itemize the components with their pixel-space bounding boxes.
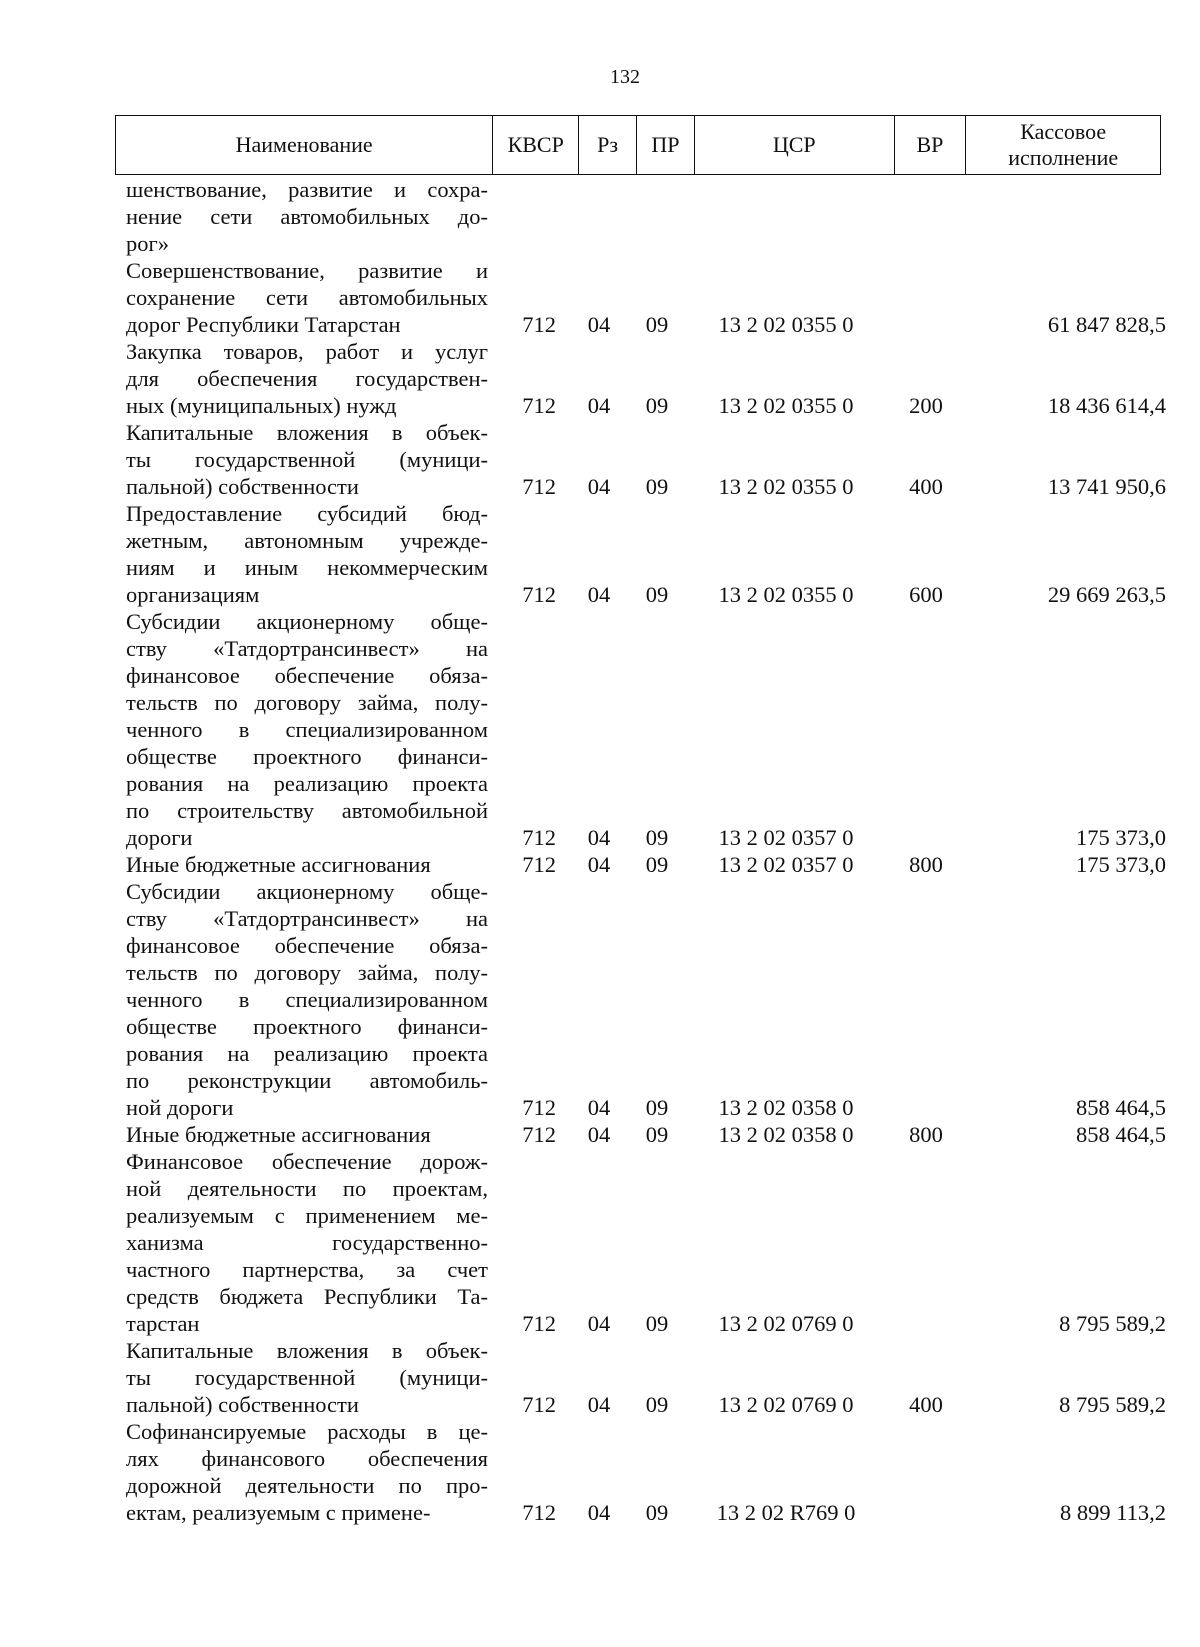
header-csr: ЦСР	[695, 116, 895, 174]
header-pr: ПР	[637, 116, 695, 174]
row-name-line: лях финансового обеспечения	[126, 1446, 488, 1471]
row-name-line: жетным, автономным учрежде-	[126, 528, 488, 553]
row-name-line: дорожной деятельности по про-	[126, 1473, 488, 1498]
row-rz: 04	[587, 1095, 611, 1120]
row-name-line: рог»	[126, 231, 169, 256]
row-name-line: тарстан	[126, 1311, 200, 1336]
row-name-line: рования на реализацию проекта	[126, 771, 488, 796]
row-name-line: ты государственной (муници-	[126, 1365, 488, 1390]
row-name-line: организациям	[126, 582, 260, 607]
row-vr: 200	[909, 393, 943, 418]
header-cash-execution	[966, 116, 1160, 174]
row-vr: 800	[909, 1122, 943, 1147]
row-name	[126, 500, 488, 608]
header-sum-line2: исполнение	[1008, 145, 1119, 170]
row-name-line: Совершенствование, развитие и	[126, 258, 488, 283]
row-kvsr: 712	[522, 1122, 556, 1147]
row-name-line: ченного в специализированном	[126, 717, 488, 742]
row-name	[126, 176, 488, 257]
row-cash-execution: 8 899 113,2	[1059, 1500, 1166, 1525]
row-name-line: пальной) собственности	[126, 1392, 359, 1417]
row-name-line: нение сети автомобильных до-	[126, 204, 488, 229]
row-kvsr: 712	[522, 1392, 556, 1417]
row-cash-execution: 858 464,5	[1076, 1122, 1166, 1147]
table-row	[126, 419, 1166, 500]
table-row	[126, 338, 1166, 419]
row-cash-execution: 13 741 950,6	[1047, 474, 1166, 499]
row-kvsr: 712	[522, 1095, 556, 1120]
row-rz: 04	[587, 1311, 611, 1336]
row-name-line: ных (муниципальных) нужд	[126, 393, 397, 418]
header-kvsr: КВСР	[493, 116, 579, 174]
row-name-line: ты государственной (муници-	[126, 447, 488, 472]
row-cash-execution: 29 669 263,5	[1047, 582, 1166, 607]
row-kvsr: 712	[522, 393, 556, 418]
row-rz: 04	[587, 393, 611, 418]
row-pr: 09	[645, 1500, 669, 1525]
row-name-line: для обеспечения государствен-	[126, 366, 488, 391]
row-cash-execution: 8 795 589,2	[1059, 1392, 1166, 1417]
row-name-line: ченного в специализированном	[126, 987, 488, 1012]
row-kvsr: 712	[522, 474, 556, 499]
row-csr: 13 2 02 0769 0	[718, 1311, 854, 1336]
row-rz: 04	[587, 582, 611, 607]
row-csr: 13 2 02 0355 0	[718, 474, 854, 499]
row-pr: 09	[645, 393, 669, 418]
row-name-line: ству «Татдортрансинвест» на	[126, 636, 488, 661]
row-vr: 800	[909, 852, 943, 877]
row-name-line: пальной) собственности	[126, 474, 359, 499]
row-name-line: Иные бюджетные ассигнования	[126, 1122, 431, 1147]
row-pr: 09	[645, 474, 669, 499]
row-name-line: тельств по договору займа, полу-	[126, 960, 488, 985]
row-name-line: Финансовое обеспечение дорож-	[126, 1149, 488, 1174]
row-pr: 09	[645, 1122, 669, 1147]
row-kvsr: 712	[522, 852, 556, 877]
header-name: Наименование	[116, 116, 493, 174]
header-vr: ВР	[895, 116, 967, 174]
row-rz: 04	[587, 825, 611, 850]
row-csr: 13 2 02 R769 0	[716, 1500, 856, 1525]
row-kvsr: 712	[522, 825, 556, 850]
row-csr: 13 2 02 0357 0	[718, 825, 854, 850]
row-name	[126, 1337, 488, 1418]
row-cash-execution: 175 373,0	[1076, 852, 1166, 877]
row-name-line: средств бюджета Республики Та-	[126, 1284, 488, 1309]
row-name-line: финансовое обеспечение обяза-	[126, 933, 488, 958]
table-row	[126, 1148, 1166, 1337]
row-cash-execution: 175 373,0	[1076, 825, 1166, 850]
row-rz: 04	[587, 1500, 611, 1525]
row-pr: 09	[645, 1392, 669, 1417]
row-name-line: по реконструкции автомобиль-	[126, 1068, 488, 1093]
row-rz: 04	[587, 1122, 611, 1147]
row-rz: 04	[587, 474, 611, 499]
row-name	[126, 851, 488, 878]
row-cash-execution: 858 464,5	[1076, 1095, 1166, 1120]
row-pr: 09	[645, 1311, 669, 1336]
table-row	[126, 878, 1166, 1121]
table-row	[126, 1337, 1166, 1418]
row-csr: 13 2 02 0769 0	[718, 1392, 854, 1417]
row-csr: 13 2 02 0358 0	[718, 1095, 854, 1120]
row-name-line: рования на реализацию проекта	[126, 1041, 488, 1066]
row-name-line: по строительству автомобильной	[126, 798, 488, 823]
row-name-line: ной дороги	[126, 1095, 234, 1120]
row-cash-execution: 8 795 589,2	[1059, 1311, 1166, 1336]
row-kvsr: 712	[522, 1500, 556, 1525]
row-name	[126, 419, 488, 500]
row-name-line: Иные бюджетные ассигнования	[126, 852, 431, 877]
row-name-line: ству «Татдортрансинвест» на	[126, 906, 488, 931]
row-vr: 600	[909, 582, 943, 607]
row-name-line: Субсидии акционерному обще-	[126, 879, 488, 904]
row-kvsr: 712	[522, 1311, 556, 1336]
row-name-line: Закупка товаров, работ и услуг	[126, 339, 488, 364]
row-name-line: сохранение сети автомобильных	[126, 285, 488, 310]
row-name	[126, 257, 488, 338]
row-kvsr: 712	[522, 312, 556, 337]
row-name	[126, 608, 488, 851]
row-name-line: финансовое обеспечение обяза-	[126, 663, 488, 688]
row-kvsr: 712	[522, 582, 556, 607]
row-name-line: Софинансируемые расходы в це-	[126, 1419, 488, 1444]
row-csr: 13 2 02 0357 0	[718, 852, 854, 877]
row-csr: 13 2 02 0355 0	[718, 393, 854, 418]
row-pr: 09	[645, 852, 669, 877]
row-rz: 04	[587, 1392, 611, 1417]
row-name-line: дорог Республики Татарстан	[126, 312, 401, 337]
row-vr: 400	[909, 474, 943, 499]
table-body	[126, 176, 1166, 1526]
row-pr: 09	[645, 582, 669, 607]
table-header	[115, 115, 1161, 175]
table-row	[126, 500, 1166, 608]
row-name-line: Предоставление субсидий бюд-	[126, 501, 488, 526]
row-name-line: ной деятельности по проектам,	[126, 1176, 488, 1201]
row-name-line: ханизма государственно-	[126, 1230, 488, 1255]
row-vr: 400	[909, 1392, 943, 1417]
row-name	[126, 1121, 488, 1148]
table-row	[126, 1418, 1166, 1526]
row-csr: 13 2 02 0355 0	[718, 312, 854, 337]
row-name	[126, 1418, 488, 1526]
row-rz: 04	[587, 852, 611, 877]
row-name	[126, 338, 488, 419]
row-name-line: шенствование, развитие и сохра-	[126, 177, 488, 202]
row-name-line: дороги	[126, 825, 193, 850]
header-rz: Рз	[579, 116, 637, 174]
row-name-line: Капитальные вложения в объек-	[126, 420, 488, 445]
row-name-line: частного партнерства, за счет	[126, 1257, 488, 1282]
row-name-line: реализуемым с применением ме-	[126, 1203, 488, 1228]
table-row	[126, 851, 1166, 878]
row-pr: 09	[645, 1095, 669, 1120]
header-sum-line1: Кассовое	[1020, 119, 1107, 144]
row-cash-execution: 61 847 828,5	[1047, 312, 1166, 337]
row-csr: 13 2 02 0355 0	[718, 582, 854, 607]
row-name-line: ектам, реализуемым с примене-	[126, 1500, 431, 1525]
row-name	[126, 1148, 488, 1337]
row-name-line: Субсидии акционерному обще-	[126, 609, 488, 634]
row-name	[126, 878, 488, 1121]
row-rz: 04	[587, 312, 611, 337]
row-pr: 09	[645, 825, 669, 850]
row-pr: 09	[645, 312, 669, 337]
row-name-line: обществе проектного финанси-	[126, 744, 488, 769]
table-row	[126, 1121, 1166, 1148]
row-name-line: обществе проектного финанси-	[126, 1014, 488, 1039]
row-csr: 13 2 02 0358 0	[718, 1122, 854, 1147]
table-row	[126, 176, 1166, 257]
row-name-line: ниям и иным некоммерческим	[126, 555, 488, 580]
row-cash-execution: 18 436 614,4	[1047, 393, 1166, 418]
row-name-line: Капитальные вложения в объек-	[126, 1338, 488, 1363]
table-row	[126, 608, 1166, 851]
page-number: 132	[610, 66, 640, 88]
table-row	[126, 257, 1166, 338]
row-name-line: тельств по договору займа, полу-	[126, 690, 488, 715]
